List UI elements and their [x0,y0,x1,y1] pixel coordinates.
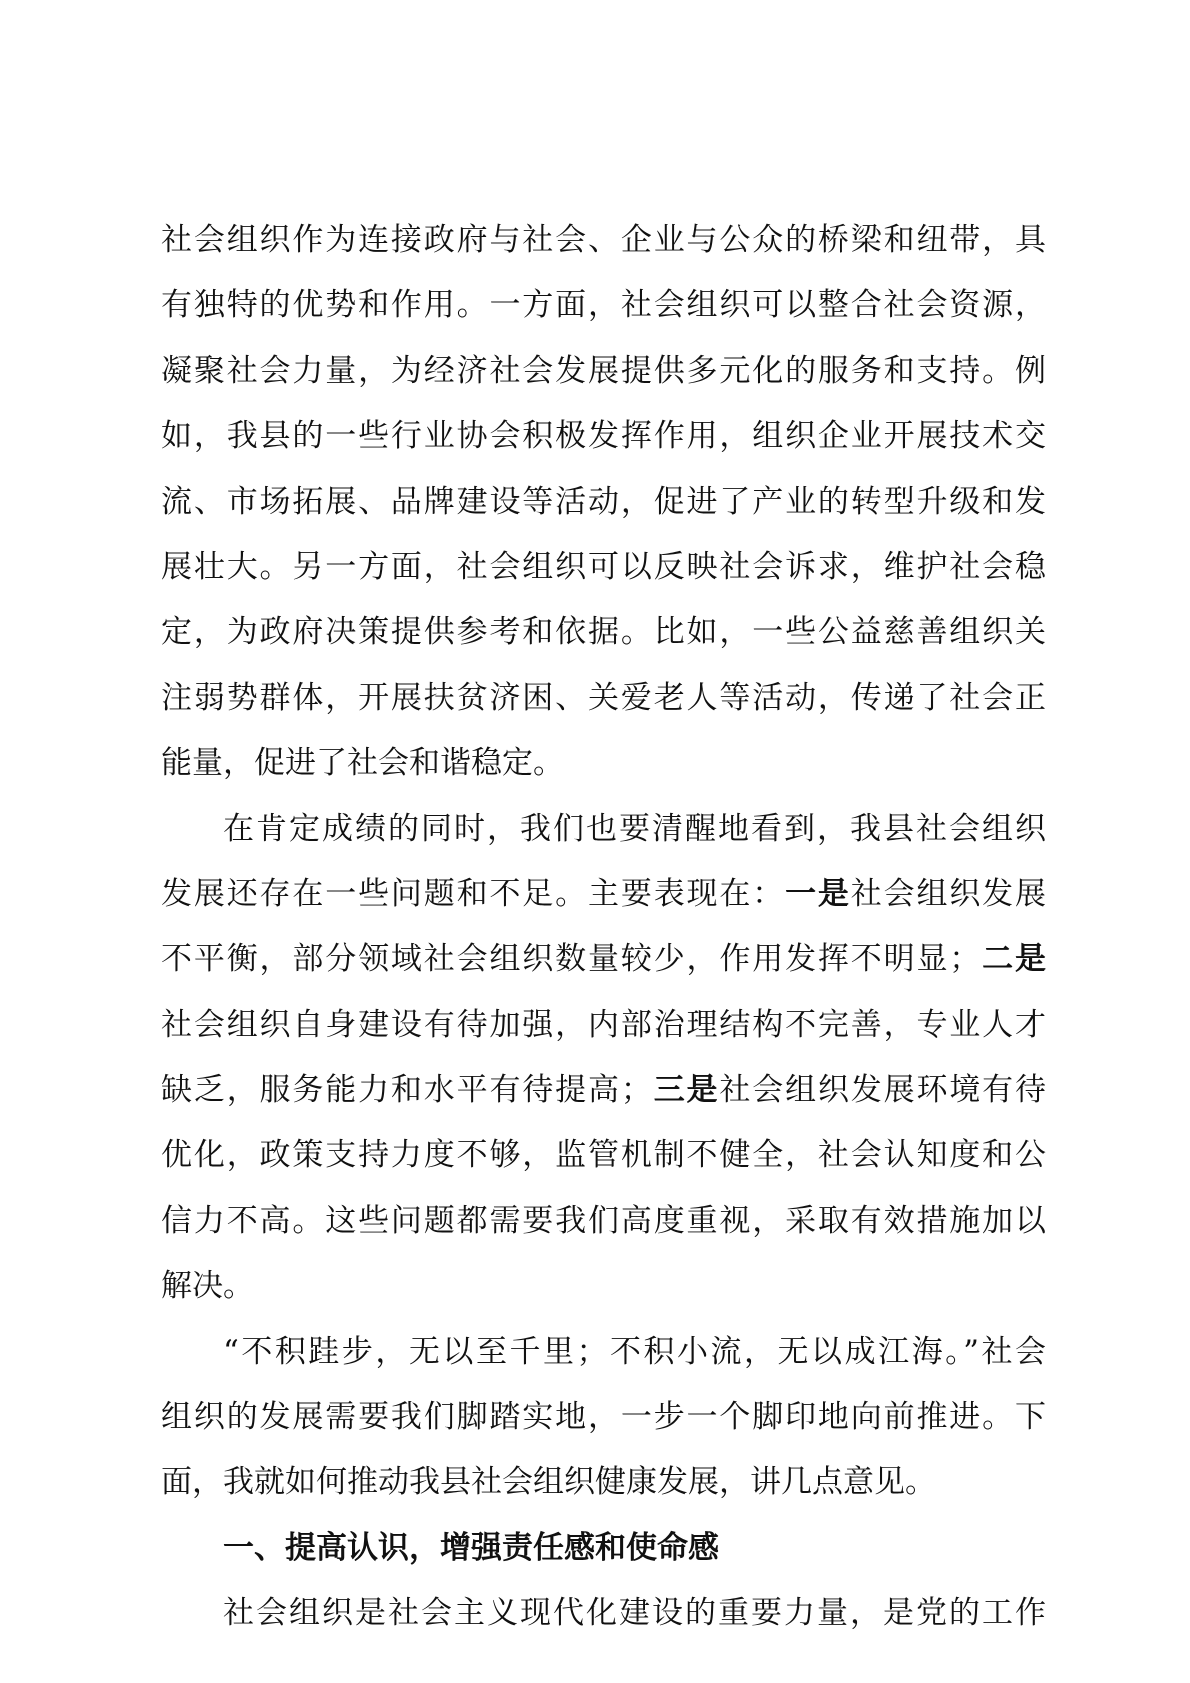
text-line: 组织的发展需要我们脚踏实地，一步一个脚印地向前推进。下 [161,1399,1046,1436]
text-line: 流、市场拓展、品牌建设等活动，促进了产业的转型升级和发 [161,483,1046,520]
text-line: 定，为政府决策提供参考和依据。比如，一些公益慈善组织关 [161,614,1046,651]
text-run: 缺乏，服务能力和水平有待提高； [161,1072,652,1109]
paragraph-role-of-social-organizations [161,208,1046,797]
text-line: 解决。 [161,1268,254,1305]
text-line [161,1058,1046,1123]
text-line: 信力不高。这些问题都需要我们高度重视，采取有效措施加以 [161,1202,1046,1239]
text-line: “不积跬步，无以至千里；不积小流，无以成江海。”社会 [223,1333,1046,1370]
emphasis-first: 一是 [785,875,851,912]
document-body [161,208,1046,1647]
text-line: 凝聚社会力量，为经济社会发展提供多元化的服务和支持。例 [161,352,1046,389]
text-line: 在肯定成绩的同时，我们也要清醒地看到，我县社会组织 [223,810,1046,847]
text-run: 发展还存在一些问题和不足。主要表现在： [161,875,786,912]
text-line [161,927,1046,992]
text-line: 注弱势群体，开展扶贫济困、关爱老人等活动，传递了社会正 [161,679,1046,716]
paragraph-quote-and-transition [161,1320,1046,1516]
text-line: 有独特的优势和作用。一方面，社会组织可以整合社会资源， [161,287,1046,324]
paragraph-existing-problems [161,797,1046,1320]
emphasis-third: 三是 [651,1072,720,1109]
text-line: 社会组织作为连接政府与社会、企业与公众的桥梁和纽带，具 [161,222,1046,258]
section-heading: 一、提高认识，增强责任感和使命感 [223,1529,719,1566]
emphasis-second: 二是 [980,941,1046,978]
text-line: 展壮大。另一方面，社会组织可以反映社会诉求，维护社会稳 [161,548,1046,585]
text-line: 能量，促进了社会和谐稳定。 [161,745,564,782]
text-line: 面，我就如何推动我县社会组织健康发展，讲几点意见。 [161,1464,936,1501]
paragraph-importance [161,1581,1046,1646]
text-line: 如，我县的一些行业协会积极发挥作用，组织企业开展技术交 [161,418,1046,455]
text-line: 优化，政策支持力度不够，监管机制不健全，社会认知度和公 [161,1137,1046,1174]
text-line: 社会组织是社会主义现代化建设的重要力量，是党的工作 [223,1595,1046,1632]
text-run: 社会组织发展 [850,875,1046,912]
text-line [161,862,1046,927]
text-run: 不平衡，部分领域社会组织数量较少，作用发挥不明显； [161,941,981,978]
text-run: 社会组织发展环境有待 [719,1072,1046,1109]
text-line: 社会组织自身建设有待加强，内部治理结构不完善，专业人才 [161,1006,1046,1043]
